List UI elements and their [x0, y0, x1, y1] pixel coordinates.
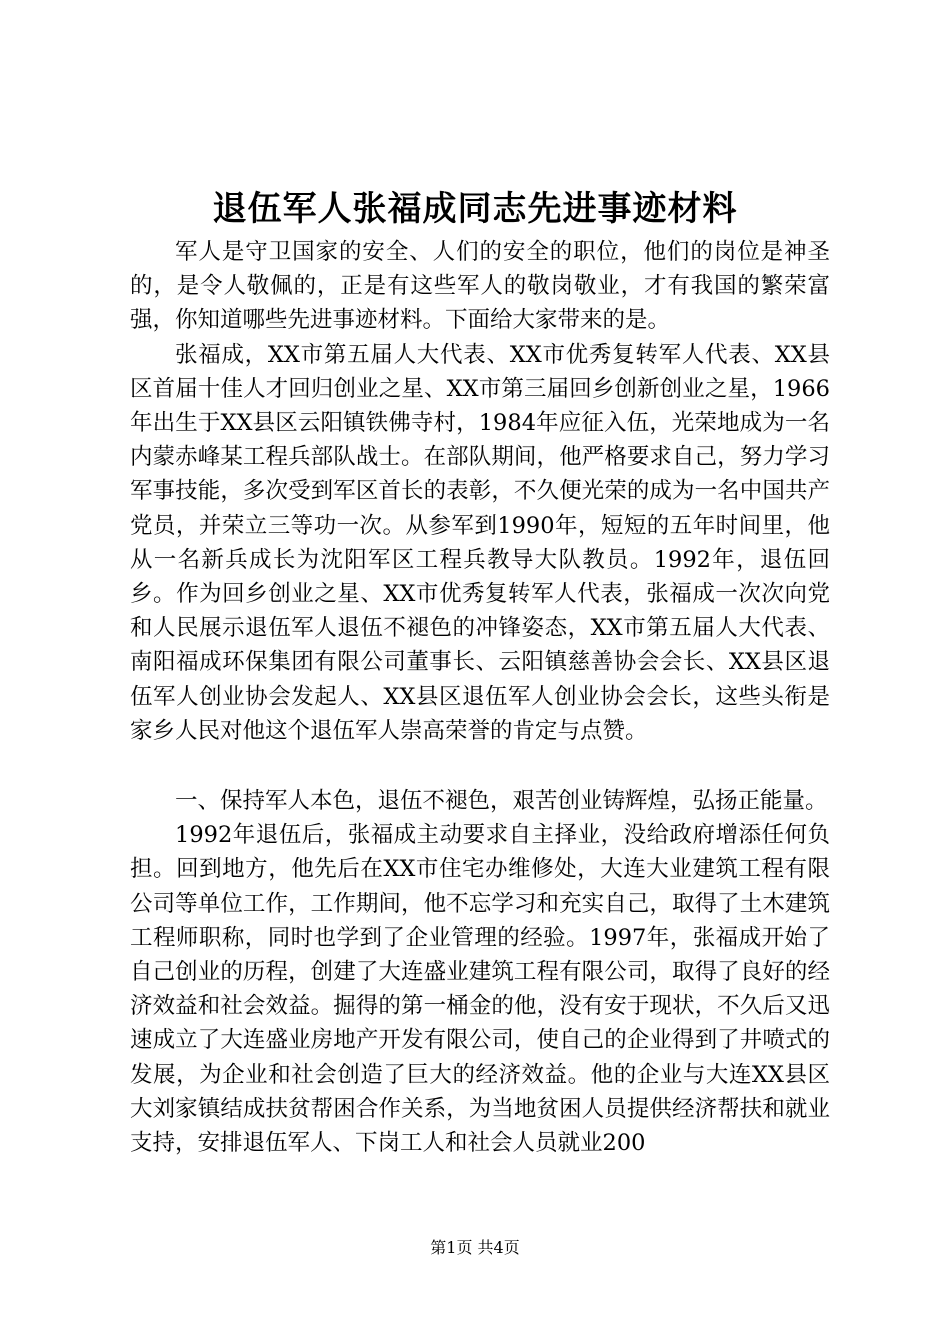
career-paragraph: 1992年退伍后，张福成主动要求自主择业，没给政府增添任何负担。回到地方，他先后在XX市住宅办维修处，大连大业建筑工程有限公司等单位工作，工作期间，他不忘学习和充实自己，取得了土木建筑工程师职称，同时也学到了企业管理的经验。1997年，张福成开始了自己创业的历程，创建了大连盛业建筑工程有限公司，取得了良好的经济效益和社会效益。掘得的第一桶金的他，没有安于现状，不久后又迅速成立了大连盛业房地产开发有限公司，使自己的企业得到了井喷式的发展，为企业和社会创造了巨大的经济效益。他的企业与大连XX县区大刘家镇结成扶贫帮困合作关系，为当地贫困人员提供经济帮扶和就业支持，安排退伍军人、下岗工人和社会人员就业200: [130, 822, 830, 1157]
document-body: [130, 235, 830, 1160]
paragraph-spacer: [130, 748, 830, 784]
biography-paragraph: 张福成，XX市第五届人大代表、XX市优秀复转军人代表、XX县区首届十佳人才回归创业之星、XX市第三届回乡创新创业之星，1966年出生于XX县区云阳镇铁佛寺村，1984年应征入伍，光荣地成为一名内蒙赤峰某工程兵部队战士。在部队期间，他严格要求自己，努力学习军事技能，多次受到军区首长的表彰，不久便光荣的成为一名中国共产党员，并荣立三等功一次。从参军到1990年，短短的五年时间里，他从一名新兵成长为沈阳军区工程兵教导大队教员。1992年，退伍回乡。作为回乡创业之星、XX市优秀复转军人代表，张福成一次次向党和人民展示退伍军人退伍不褪色的冲锋姿态，XX市第五届人大代表、南阳福成环保集团有限公司董事长、云阳镇慈善协会会长、XX县区退伍军人创业协会发起人、XX县区退伍军人创业协会会长，这些头衔是家乡人民对他这个退伍军人崇高荣誉的肯定与点赞。: [130, 341, 830, 744]
intro-paragraph: 军人是守卫国家的安全、人们的安全的职位，他们的岗位是神圣的，是令人敬佩的，正是有这些军人的敬岗敬业，才有我国的繁荣富强，你知道哪些先进事迹材料。下面给大家带来的是。: [130, 239, 830, 334]
page-number-footer: 第1页 共4页: [430, 1238, 520, 1257]
section-heading: 一、保持军人本色，退伍不褪色，艰苦创业铸辉煌，弘扬正能量。: [175, 788, 828, 815]
document-title: 退伍军人张福成同志先进事迹材料: [212, 189, 738, 229]
